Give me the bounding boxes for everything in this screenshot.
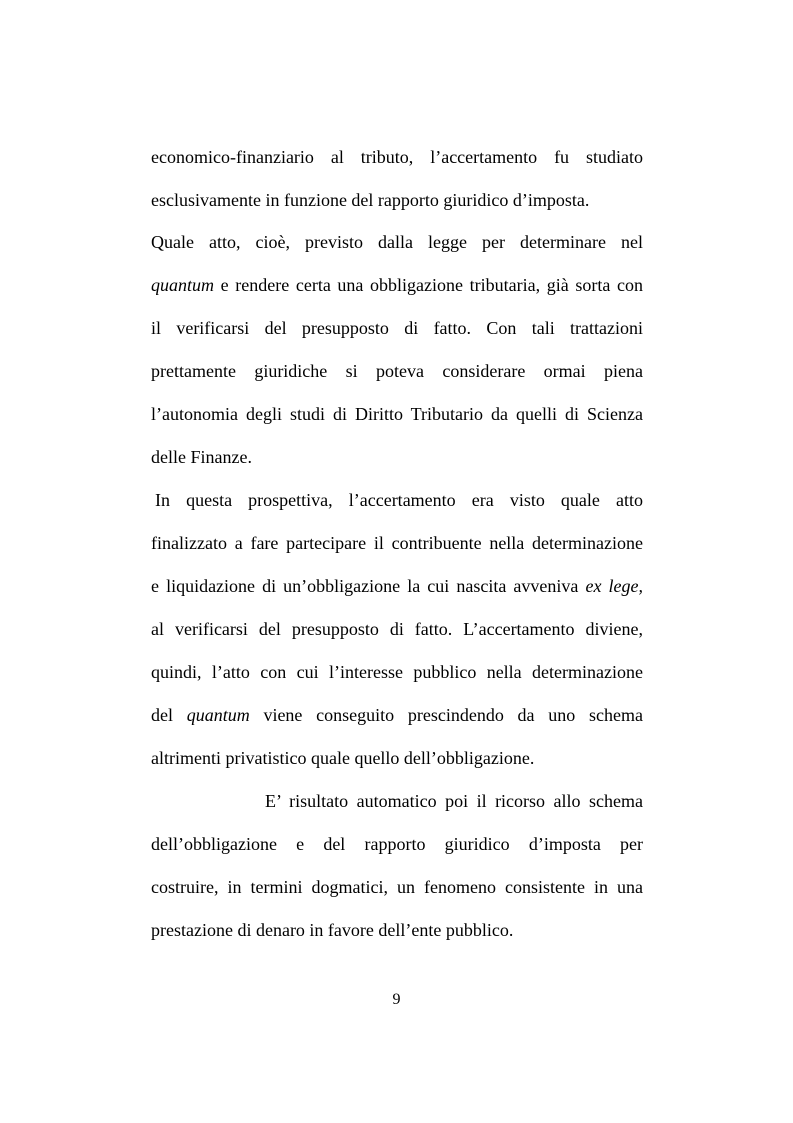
text-line [151, 531, 643, 555]
text-line [151, 832, 643, 856]
text-line [151, 359, 643, 383]
text-run: Quale atto, cioè, previsto dalla legge per determinare nel [151, 232, 643, 252]
text-run: viene conseguito prescindendo da uno schema [249, 705, 643, 725]
text-run: del [151, 705, 187, 725]
text-line [151, 617, 643, 641]
text-line [151, 445, 643, 469]
text-run: dell’obbligazione e del rapporto giuridico d’imposta per [151, 834, 643, 854]
text-run: al verificarsi del presupposto di fatto. L’accertamento diviene, [151, 619, 643, 639]
text-line [151, 145, 643, 169]
text-line [151, 918, 643, 942]
text-line [151, 660, 643, 684]
text-run: il verificarsi del presupposto di fatto. Con tali trattazioni [151, 318, 643, 338]
text-run: l’autonomia degli studi di Diritto Tributario da quelli di Scienza [151, 404, 643, 424]
text-line [151, 230, 643, 254]
text-run: e rendere certa una obbligazione tributaria, già sorta con [214, 275, 643, 295]
text-line [151, 316, 643, 340]
text-line [151, 574, 643, 598]
text-run: E’ risultato automatico poi il ricorso allo schema [265, 791, 643, 811]
text-run: altrimenti privatistico quale quello dell’obbligazione. [151, 748, 535, 768]
text-line [151, 875, 643, 899]
italic-term: quantum [186, 705, 250, 725]
text-line [151, 188, 643, 212]
italic-term: ex lege, [585, 576, 643, 596]
text-run: e liquidazione di un’obbligazione la cui nascita avveniva [151, 576, 586, 596]
text-run: In questa prospettiva, l’accertamento era visto quale atto [155, 490, 643, 510]
text-run: economico-finanziario al tributo, l’accertamento fu studiato [151, 147, 643, 167]
text-run: finalizzato a fare partecipare il contribuente nella determinazione [151, 533, 643, 553]
text-line [151, 402, 643, 426]
text-line [155, 488, 643, 512]
text-line [151, 703, 643, 727]
text-run: quindi, l’atto con cui l’interesse pubblico nella determinazione [151, 662, 643, 682]
text-line [265, 789, 643, 813]
text-line [151, 273, 643, 297]
text-run: prestazione di denaro in favore dell’ente pubblico. [151, 920, 514, 940]
text-run: esclusivamente in funzione del rapporto giuridico d’imposta. [151, 190, 590, 210]
text-run: costruire, in termini dogmatici, un fenomeno consistente in una [151, 877, 643, 897]
text-run: delle Finanze. [151, 447, 252, 467]
text-line [151, 746, 643, 770]
italic-term: quantum [151, 275, 214, 295]
page-number: 9 [392, 991, 401, 1008]
text-run: prettamente giuridiche si poteva considerare ormai piena [151, 361, 643, 381]
